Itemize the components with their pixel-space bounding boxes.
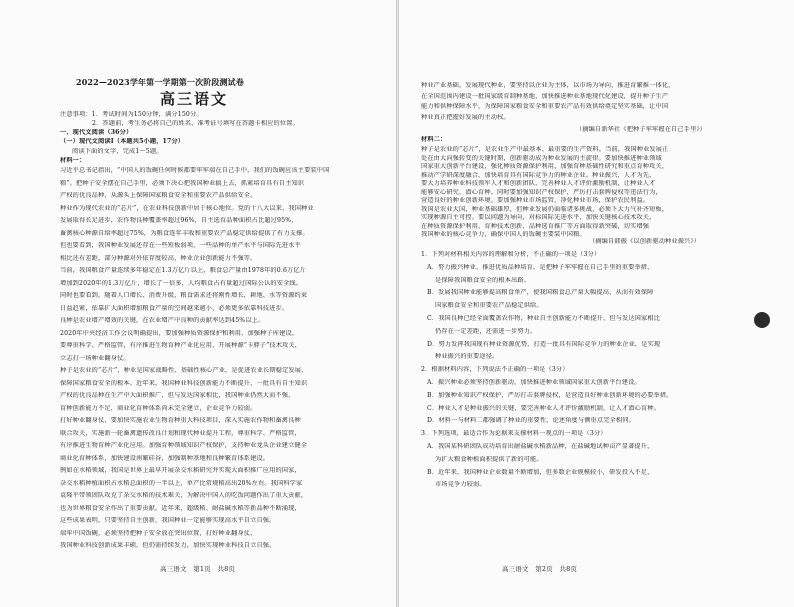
text-line: 种子是农业的“芯片”，是农业生产中最基本、最重要的生产资料。当前，我国种业发展正 xyxy=(421,146,669,153)
text-line: 习近平总书记指出，“中国人的饭碗任何时候都要牢牢端在自己手中，我们的饭碗应该主要装中国 xyxy=(60,167,330,174)
text-line: 我国种业科技创新成果丰硕，但仍需持续发力，加快实现种业科技自立自强。 xyxy=(60,542,276,549)
exam-page-1 xyxy=(0,0,396,607)
text-line: 我国是农业大国，种业基础雄厚，但种业发展仍面临诸多挑战，必须下大力气补齐短板， xyxy=(421,205,669,213)
material-one-label: 材料一： xyxy=(60,157,86,164)
text-line: 种业真正把握好发展的主动权。 xyxy=(421,113,510,121)
text-line: 袁隆平带领团队攻克了杂交水稻的技术难关，为解决中国人的吃饭问题作出了重大贡献， xyxy=(60,492,308,499)
page-footer: 高三语文 第2页 共8页 xyxy=(502,565,578,573)
reading-instruction: 阅读下面的文字，完成1～5题。 xyxy=(72,148,163,155)
text-line: 处在由大向强转变的关键时期，创新驱动成为种业发展的主旋律。要加快推进种业领域 xyxy=(421,154,662,162)
text-line: 我国种业的核心竞争力，确保中国人的饭碗主要装中国粮。 xyxy=(421,231,586,238)
text-line: 3．下列选项，最适合作为论据来支撑材料一观点的一项是（3分） xyxy=(421,430,607,438)
text-line: 国家粮食安全和重要农产品稳定供给。 xyxy=(435,302,543,310)
text-line: 保障国家粮食安全的根本。近年来，我国种业科技创新能力不断提升，一批具有自主知识 xyxy=(60,379,308,387)
text-line: 产权的优良品种在生产中大面积推广，但与发达国家相比，我国种业仍然大而不强， xyxy=(60,392,295,399)
exam-page-2 xyxy=(399,0,794,607)
text-line: 联合攻关，实施新一轮畜禽遗传改良计划和现代种业提升工程，尊重科学、严格监管， xyxy=(60,429,301,437)
exam-notes-2: 2．答题前，考生务必将自己的姓名、准考证号填写在答题卡相应的位置。 xyxy=(92,120,299,127)
text-line: 国家重大创新平台建设，强化种质资源保护利用，加强育种基础性研究和重点育种攻关， xyxy=(421,163,669,170)
text-line: 例如在水稻领域，我国是世界上最早开展杂交水稻研究并实现大面积推广应用的国家， xyxy=(60,467,301,474)
text-line: 是保障我国粮食安全的根本出路。 xyxy=(435,276,531,284)
text-line: 也为世界粮食安全作出了重要贡献。近年来，超级稻、耐盐碱水稻等新品种不断涌现， xyxy=(60,504,301,512)
text-line: B．近年来，我国种业企业数量不断增加，但多数企业规模较小，研发投入不足， xyxy=(427,468,654,476)
text-line: 立志打一场种业翻身仗。 xyxy=(60,354,130,362)
text-line: 当前，我国粮食产量连续多年稳定在1.3万亿斤以上，粮食总产量由1978年的0.6万亿斤 xyxy=(60,267,307,274)
text-line: 这些成果表明，只要坚持自主创新，我国种业一定能够实现高水平自立自强。 xyxy=(60,517,276,524)
text-line: 1．下列对材料相关内容的理解和分析，不正确的一项是（3分） xyxy=(421,251,601,258)
text-line: 同时也要看到，随着人口增长、消费升级，粮食需求还将刚性增长，耕地、水等资源约束 xyxy=(60,292,308,299)
text-line: 为扩大粮食种植面积提供了新的可能。 xyxy=(435,455,543,463)
text-line: 推动产学研深度融合，加快培育具有国际竞争力的种业企业。种业振兴，人才为先， xyxy=(421,171,656,179)
text-line: 能力和供种保障水平，为保障国家粮食安全和重要农产品有效供给奠定坚实基础，让中国 xyxy=(421,103,669,110)
text-line: 种业作为现代农业的“芯片”，在农业科技创新中居于核心地位。党的十八大以来，我国种业 xyxy=(60,204,314,212)
text-line: 营造良好的种业创新环境。要加强种业市场监管，净化种业市场，保护农民利益。 xyxy=(421,197,650,204)
text-line: 仍存在一定差距，还需进一步努力。 xyxy=(435,327,537,335)
text-line: 2020年中央经济工作会议明确提出，要加强种质资源保护和利用，加强种子库建设， xyxy=(60,329,299,337)
text-line: 产权的优良品种，从源头上保障国家粮食安全和重要农产品供给安全。 xyxy=(60,192,257,199)
text-line: 增加到2020年的1.3万亿斤，增长了一倍多，人均粮食占有量超过国际公认的安全线。 xyxy=(60,279,303,287)
exam-notes-1: 注意事项：1．考试时间为150分钟，满分150分。 xyxy=(60,111,203,118)
seal-mark xyxy=(754,312,770,328)
subsection-heading: （一）现代文阅读Ⅰ（本题共5小题，17分） xyxy=(60,138,185,145)
text-line: 良种是农业增产增效的关键，在农业增产中良种的贡献率达到45%以上。 xyxy=(60,317,265,324)
text-line: 育种创新能力不足，商业化育种体系尚未完全建立，企业竞争力较弱。 xyxy=(60,404,257,412)
section-heading: 一、现代文阅读（36分） xyxy=(60,129,133,136)
text-line: A．振兴种业必须坚持创新驱动，加快推进种业领域国家重大创新平台建设。 xyxy=(427,379,641,386)
text-line: C．种业人才是种业振兴的关键，要完善种业人才评价激励机制，让人才潜心育种。 xyxy=(427,404,661,412)
text-line: D．努力发挥我国现有种业资源优势，打造一批具有国际竞争力的种业企业，是实现 xyxy=(427,340,661,348)
text-line: 杂交水稻种植面积占水稻总面积的一半以上，单产比常规稻高出20%左右。我国科学家 xyxy=(60,479,303,487)
text-line: A．我国某科研团队成功培育出耐盐碱水稻新品种，在盐碱地试种亩产显著提升， xyxy=(427,443,654,450)
exam-title: 2022—2023学年第一学期第一次阶段测试卷 xyxy=(76,78,244,86)
text-line: 要尊重科学、严格监管，有序推进生物育种产业化应用，开展种源“卡脖子”技术攻关， xyxy=(60,342,302,349)
text-line: 能够安心研究、潜心育种。同时要加强知识产权保护，严厉打击套牌侵权等违法行为， xyxy=(421,188,662,196)
text-line: B．发展我国种业能够提高粮食单产，使我国粮食总产量大幅提高，从而有效保障 xyxy=(427,289,654,297)
text-line: 在全国范围内建设一批国家级育制种基地，加快推进种业基地现代化建设，提升种子生产 xyxy=(421,92,669,100)
text-line: 种业产业基础，发展现代种业，要坚持以企业为主体，以市场为导向，推进育繁推一体化， xyxy=(421,82,675,89)
text-line: 端牢中国饭碗，必须坚持把种子安全放在突出位置，打好种业翻身仗， xyxy=(60,529,257,537)
text-line: 实现种源自主可控。要以问题为导向，对标国际先进水平，加快关键核心技术攻关， xyxy=(421,214,656,221)
text-line: 种业振兴的重要途径。 xyxy=(435,353,499,361)
text-line: 2．根据材料内容，下列说法不正确的一项是（3分） xyxy=(421,366,569,374)
text-line: 粮”。把种子安全摆在自己手里，必须下决心把我国种业搞上去，抓紧培育具有自主知识 xyxy=(60,179,305,187)
text-line: D．材料一与材料二都强调了种业的重要性，论述角度与侧重点完全相同。 xyxy=(427,417,635,425)
text-line: A．努力振兴种业，推进优质品种培育，是把种子牢牢握在自己手里的重要举措， xyxy=(427,263,654,271)
subject-title: 高三语文 xyxy=(160,91,229,108)
text-line: 畜禽核心种源自给率超过75%，为粮食连年丰收和重要农产品稳定供给提供了有力支撑。 xyxy=(60,229,309,237)
material-two-label: 材料二： xyxy=(421,136,447,143)
page-footer: 高三语文 第1页 共8页 xyxy=(160,565,236,573)
text-line: 要大力培养种业科技领军人才和创新团队，完善种业人才评价激励机制，让种业人才 xyxy=(421,180,656,187)
text-line: 但也要看到，我国种业发展还存在一些短板弱项，一些品种的单产水平与国际先进水平 xyxy=(60,242,301,249)
text-line: 在种质资源保护利用、育种技术创新、品种选育推广等方面取得新突破，切实增强 xyxy=(421,222,650,230)
text-line: 市场竞争力较弱。 xyxy=(435,481,486,489)
text-line: 日益趋紧，依靠扩大面积增加粮食产量的空间越来越小，必须更多依靠科技进步。 xyxy=(60,304,289,312)
text-line: 发展取得长足进步，农作物良种覆盖率超过96%，自主选育品种面积占比超过95%， xyxy=(60,217,298,224)
text-line: 相比还有差距，部分种源对外依存度较高，种业企业创新能力不强等。 xyxy=(60,254,257,262)
text-line: 种子是农业的“芯片”，种业是国家战略性、基础性核心产业，是促进农业长期稳定发展、 xyxy=(60,367,308,374)
text-line: 打好种业翻身仗，要加快实施农业生物育种重大科技项目，深入实施农作物和畜禽良种 xyxy=(60,417,301,424)
source-citation-one: （摘编自新华社《把种子牢牢握在自己手里》） xyxy=(576,126,706,133)
text-line: 有序推进生物育种产业化应用。加强育种领域知识产权保护，支持种业龙头企业建立健全 xyxy=(60,442,308,449)
source-citation-two: （摘编自韩振《以创新驱动种业振兴》） xyxy=(589,238,700,245)
text-line: 商业化育种体系，加快建设南繁硅谷，加强制种基地和良种繁育体系建设。 xyxy=(60,454,270,462)
text-line: B．加强种业知识产权保护，严厉打击套牌侵权，是营造良好种业创新环境的必要举措。 xyxy=(427,391,673,399)
text-line: C．我国良种已经全面覆盖农作物，种业自主创新能力不断提升，但与发达国家相比 xyxy=(427,315,661,322)
